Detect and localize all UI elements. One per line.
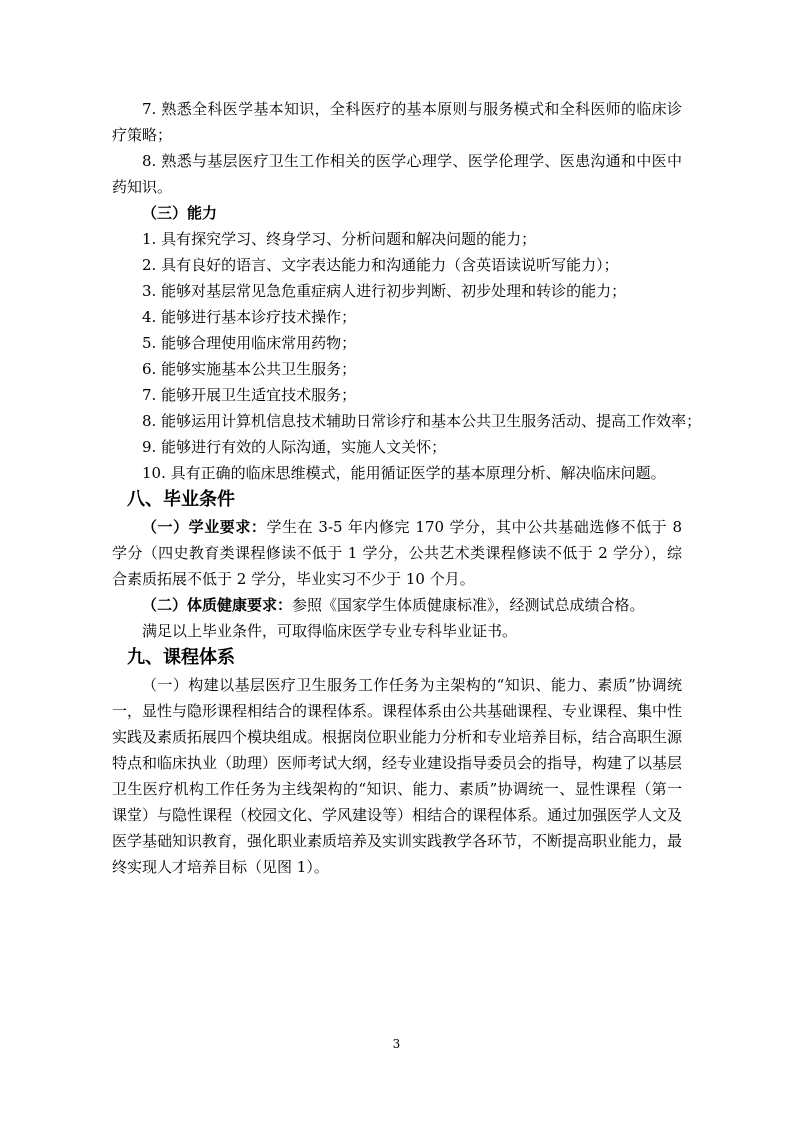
graduation-summary: 满足以上毕业条件，可取得临床医学专业专科毕业证书。 — [142, 622, 518, 640]
academic-requirement — [112, 514, 682, 592]
page-content — [112, 96, 702, 880]
ability-item-9: 9. 能够进行有效的人际沟通，实施人文关怀； — [142, 438, 447, 456]
health-requirement-label: （二）体质健康要求： — [142, 596, 293, 614]
ability-item-1: 1. 具有探究学习、终身学习、分析问题和解决问题的能力； — [142, 230, 537, 248]
ability-item-6: 6. 能够实施基本公共卫生服务； — [142, 360, 357, 378]
knowledge-item-8: 8. 熟悉与基层医疗卫生工作相关的医学心理学、医学伦理学、医患沟通和中医中药知识。 — [112, 152, 682, 196]
academic-requirement-label: （一）学业要求： — [142, 518, 267, 536]
ability-item-5: 5. 能够合理使用临床常用药物； — [142, 334, 357, 352]
knowledge-item-7: 7. 熟悉全科医学基本知识，全科医疗的基本原则与服务模式和全科医师的临床诊疗策略； — [112, 100, 682, 144]
health-requirement — [112, 592, 682, 618]
abilities-heading: （三）能力 — [142, 204, 218, 222]
curriculum-paragraph: （一）构建以基层医疗卫生服务工作任务为主架构的“知识、能力、素质”协调统一，显性与隐形课程相结合的课程体系。课程体系由公共基础课程、专业课程、集中性实践及素质拓展四个模块组成。根据岗位职业能力分析和专业培养目标，结合高职生源特点和临床执业（助理）医师考试大纲，经专业建设指导委员会的指导，构建了以基层卫生医疗机构工作任务为主线架构的“知识、能力、素质”协调统一、显性课程（第一课堂）与隐性课程（校园文化、学风建设等）相结合的课程体系。通过加强医学人文及医学基础知识教育，强化职业素质培养及实训实践教学各环节，不断提高职业能力，最终实现人才培养目标（见图 1）。 — [112, 676, 683, 876]
ability-item-4: 4. 能够进行基本诊疗技术操作； — [142, 308, 357, 326]
ability-item-2: 2. 具有良好的语言、文字表达能力和沟通能力（含英语读说听写能力）； — [142, 256, 619, 274]
curriculum-heading: 九、课程体系 — [127, 647, 235, 668]
ability-item-3: 3. 能够对基层常见急危重症病人进行初步判断、初步处理和转诊的能力； — [142, 282, 627, 300]
ability-item-8: 8. 能够运用计算机信息技术辅助日常诊疗和基本公共卫生服务活动、提高工作效率； — [142, 412, 702, 430]
academic-requirement-text: 学生在 3-5 年内修完 170 学分，其中公共基础选修不低于 8 学分（四史教育类课程修读不低于 1 学分，公共艺术类课程修读不低于 2 学分），综合素质拓展不低于 2 学分，毕业实习不少于 10 个月。 — [112, 518, 682, 588]
page-number: 3 — [392, 1037, 401, 1051]
ability-item-7: 7. 能够开展卫生适宜技术服务； — [142, 386, 357, 404]
graduation-heading: 八、毕业条件 — [127, 489, 235, 510]
ability-item-10: 10. 具有正确的临床思维模式，能用循证医学的基本原理分析、解决临床问题。 — [142, 464, 666, 482]
health-requirement-text: 参照《国家学生体质健康标准》，经测试总成绩合格。 — [292, 596, 645, 614]
